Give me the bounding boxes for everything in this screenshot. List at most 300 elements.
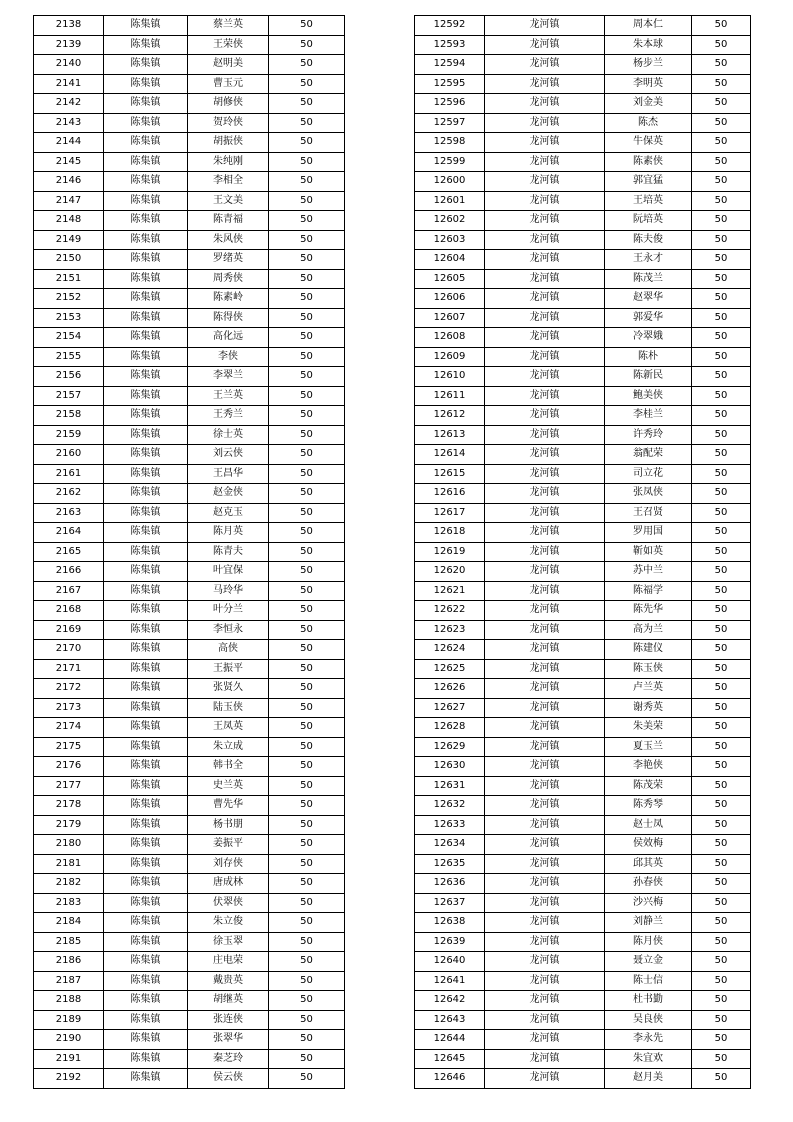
table-row (415, 815, 751, 835)
town-cell: 陈集镇 (104, 367, 188, 387)
serial-number-cell: 12628 (415, 718, 485, 738)
serial-number-cell: 2173 (34, 698, 104, 718)
table-row (415, 133, 751, 153)
name-cell: 陈青福 (188, 211, 269, 231)
town-cell: 陈集镇 (104, 893, 188, 913)
amount-cell: 50 (269, 971, 345, 991)
name-cell: 李艳侠 (605, 757, 692, 777)
table-row (415, 152, 751, 172)
amount-cell: 50 (269, 289, 345, 309)
amount-cell: 50 (692, 523, 751, 543)
amount-cell: 50 (692, 308, 751, 328)
table-row (415, 796, 751, 816)
serial-number-cell: 12619 (415, 542, 485, 562)
table-row (415, 776, 751, 796)
table-row (34, 971, 345, 991)
name-cell: 李明英 (605, 74, 692, 94)
town-cell: 陈集镇 (104, 425, 188, 445)
table-row (415, 425, 751, 445)
town-cell: 龙河镇 (485, 991, 605, 1011)
table-row (34, 796, 345, 816)
name-cell: 赵月美 (605, 1069, 692, 1089)
name-cell: 陈建仪 (605, 640, 692, 660)
table-row (415, 1030, 751, 1050)
serial-number-cell: 12645 (415, 1049, 485, 1069)
amount-cell: 50 (269, 172, 345, 192)
amount-cell: 50 (269, 757, 345, 777)
table-row (34, 815, 345, 835)
table-row (415, 230, 751, 250)
serial-number-cell: 12600 (415, 172, 485, 192)
amount-cell: 50 (269, 718, 345, 738)
town-cell: 陈集镇 (104, 815, 188, 835)
name-cell: 谢秀英 (605, 698, 692, 718)
amount-cell: 50 (269, 620, 345, 640)
table-row (415, 211, 751, 231)
name-cell: 杜书勤 (605, 991, 692, 1011)
town-cell: 龙河镇 (485, 932, 605, 952)
name-cell: 高化远 (188, 328, 269, 348)
serial-number-cell: 2179 (34, 815, 104, 835)
serial-number-cell: 2180 (34, 835, 104, 855)
name-cell: 牛保英 (605, 133, 692, 153)
table-row (34, 601, 345, 621)
name-cell: 司立花 (605, 464, 692, 484)
table-row (34, 1069, 345, 1089)
town-cell: 龙河镇 (485, 152, 605, 172)
table-row (415, 659, 751, 679)
amount-cell: 50 (269, 74, 345, 94)
left-table (33, 15, 345, 1089)
serial-number-cell: 12640 (415, 952, 485, 972)
town-cell: 陈集镇 (104, 133, 188, 153)
table-row (415, 757, 751, 777)
name-cell: 曹先华 (188, 796, 269, 816)
town-cell: 龙河镇 (485, 776, 605, 796)
amount-cell: 50 (269, 16, 345, 36)
table-row (34, 425, 345, 445)
name-cell: 孙春侠 (605, 874, 692, 894)
serial-number-cell: 2143 (34, 113, 104, 133)
town-cell: 龙河镇 (485, 601, 605, 621)
name-cell: 张翠华 (188, 1030, 269, 1050)
table-row (415, 523, 751, 543)
serial-number-cell: 12637 (415, 893, 485, 913)
town-cell: 龙河镇 (485, 835, 605, 855)
amount-cell: 50 (269, 640, 345, 660)
name-cell: 王凤英 (188, 718, 269, 738)
town-cell: 陈集镇 (104, 562, 188, 582)
town-cell: 龙河镇 (485, 289, 605, 309)
town-cell: 陈集镇 (104, 874, 188, 894)
amount-cell: 50 (692, 172, 751, 192)
town-cell: 陈集镇 (104, 854, 188, 874)
town-cell: 龙河镇 (485, 854, 605, 874)
table-row (34, 991, 345, 1011)
serial-number-cell: 12617 (415, 503, 485, 523)
town-cell: 陈集镇 (104, 269, 188, 289)
name-cell: 王兰英 (188, 386, 269, 406)
town-cell: 龙河镇 (485, 562, 605, 582)
table-row (34, 874, 345, 894)
town-cell: 陈集镇 (104, 659, 188, 679)
amount-cell: 50 (692, 386, 751, 406)
serial-number-cell: 12605 (415, 269, 485, 289)
serial-number-cell: 2148 (34, 211, 104, 231)
table-row (415, 991, 751, 1011)
town-cell: 陈集镇 (104, 601, 188, 621)
amount-cell: 50 (692, 1049, 751, 1069)
town-cell: 龙河镇 (485, 133, 605, 153)
amount-cell: 50 (692, 913, 751, 933)
town-cell: 龙河镇 (485, 893, 605, 913)
town-cell: 龙河镇 (485, 640, 605, 660)
table-row (34, 386, 345, 406)
table-row (34, 718, 345, 738)
name-cell: 王召贤 (605, 503, 692, 523)
name-cell: 朱宜欢 (605, 1049, 692, 1069)
table-row (415, 718, 751, 738)
town-cell: 陈集镇 (104, 932, 188, 952)
name-cell: 朱立成 (188, 737, 269, 757)
amount-cell: 50 (692, 698, 751, 718)
town-cell: 陈集镇 (104, 230, 188, 250)
serial-number-cell: 12643 (415, 1010, 485, 1030)
name-cell: 陈先华 (605, 601, 692, 621)
town-cell: 陈集镇 (104, 94, 188, 114)
town-cell: 陈集镇 (104, 757, 188, 777)
amount-cell: 50 (692, 347, 751, 367)
serial-number-cell: 12613 (415, 425, 485, 445)
table-row (34, 952, 345, 972)
serial-number-cell: 12601 (415, 191, 485, 211)
town-cell: 陈集镇 (104, 503, 188, 523)
name-cell: 陈青夫 (188, 542, 269, 562)
town-cell: 龙河镇 (485, 172, 605, 192)
town-cell: 陈集镇 (104, 971, 188, 991)
serial-number-cell: 12633 (415, 815, 485, 835)
amount-cell: 50 (269, 406, 345, 426)
serial-number-cell: 2145 (34, 152, 104, 172)
amount-cell: 50 (269, 893, 345, 913)
name-cell: 朱美荣 (605, 718, 692, 738)
serial-number-cell: 2170 (34, 640, 104, 660)
amount-cell: 50 (692, 991, 751, 1011)
name-cell: 朱纯刚 (188, 152, 269, 172)
name-cell: 张连侠 (188, 1010, 269, 1030)
name-cell: 侯效梅 (605, 835, 692, 855)
town-cell: 陈集镇 (104, 620, 188, 640)
amount-cell: 50 (692, 94, 751, 114)
name-cell: 唐成林 (188, 874, 269, 894)
name-cell: 苏中兰 (605, 562, 692, 582)
table-row (34, 640, 345, 660)
town-cell: 龙河镇 (485, 698, 605, 718)
serial-number-cell: 12622 (415, 601, 485, 621)
serial-number-cell: 12636 (415, 874, 485, 894)
town-cell: 陈集镇 (104, 913, 188, 933)
town-cell: 龙河镇 (485, 971, 605, 991)
amount-cell: 50 (269, 250, 345, 270)
table-row (34, 581, 345, 601)
amount-cell: 50 (269, 152, 345, 172)
table-row (415, 328, 751, 348)
serial-number-cell: 2146 (34, 172, 104, 192)
amount-cell: 50 (692, 542, 751, 562)
amount-cell: 50 (269, 659, 345, 679)
table-row (34, 152, 345, 172)
amount-cell: 50 (692, 425, 751, 445)
name-cell: 胡继英 (188, 991, 269, 1011)
table-row (415, 406, 751, 426)
town-cell: 陈集镇 (104, 191, 188, 211)
amount-cell: 50 (692, 581, 751, 601)
serial-number-cell: 2171 (34, 659, 104, 679)
table-row (415, 250, 751, 270)
table-row (415, 55, 751, 75)
name-cell: 王荣侠 (188, 35, 269, 55)
amount-cell: 50 (269, 991, 345, 1011)
name-cell: 伏翠侠 (188, 893, 269, 913)
amount-cell: 50 (692, 16, 751, 36)
town-cell: 龙河镇 (485, 211, 605, 231)
amount-cell: 50 (269, 367, 345, 387)
serial-number-cell: 12608 (415, 328, 485, 348)
table-row (415, 893, 751, 913)
table-row (34, 191, 345, 211)
table-row (34, 620, 345, 640)
amount-cell: 50 (692, 562, 751, 582)
serial-number-cell: 2158 (34, 406, 104, 426)
amount-cell: 50 (269, 932, 345, 952)
table-row (34, 113, 345, 133)
table-row (415, 620, 751, 640)
town-cell: 陈集镇 (104, 386, 188, 406)
table-row (415, 542, 751, 562)
table-row (34, 250, 345, 270)
name-cell: 陈夫俊 (605, 230, 692, 250)
table-row (415, 562, 751, 582)
name-cell: 陈福学 (605, 581, 692, 601)
table-row (34, 16, 345, 36)
table-row (415, 16, 751, 36)
serial-number-cell: 12604 (415, 250, 485, 270)
town-cell: 龙河镇 (485, 503, 605, 523)
amount-cell: 50 (269, 874, 345, 894)
amount-cell: 50 (269, 269, 345, 289)
amount-cell: 50 (269, 952, 345, 972)
town-cell: 龙河镇 (485, 484, 605, 504)
serial-number-cell: 12632 (415, 796, 485, 816)
amount-cell: 50 (269, 854, 345, 874)
table-row (34, 503, 345, 523)
table-row (34, 484, 345, 504)
name-cell: 聂立金 (605, 952, 692, 972)
name-cell: 陈月英 (188, 523, 269, 543)
name-cell: 李翠兰 (188, 367, 269, 387)
amount-cell: 50 (269, 55, 345, 75)
town-cell: 龙河镇 (485, 913, 605, 933)
amount-cell: 50 (269, 737, 345, 757)
table-row (34, 35, 345, 55)
serial-number-cell: 12612 (415, 406, 485, 426)
serial-number-cell: 2144 (34, 133, 104, 153)
serial-number-cell: 12626 (415, 679, 485, 699)
serial-number-cell: 12606 (415, 289, 485, 309)
town-cell: 龙河镇 (485, 1069, 605, 1089)
amount-cell: 50 (269, 211, 345, 231)
serial-number-cell: 2139 (34, 35, 104, 55)
town-cell: 陈集镇 (104, 406, 188, 426)
serial-number-cell: 2176 (34, 757, 104, 777)
serial-number-cell: 2172 (34, 679, 104, 699)
name-cell: 许秀玲 (605, 425, 692, 445)
town-cell: 陈集镇 (104, 328, 188, 348)
serial-number-cell: 2168 (34, 601, 104, 621)
town-cell: 陈集镇 (104, 542, 188, 562)
table-row (34, 133, 345, 153)
town-cell: 陈集镇 (104, 308, 188, 328)
town-cell: 龙河镇 (485, 874, 605, 894)
amount-cell: 50 (269, 1049, 345, 1069)
amount-cell: 50 (692, 367, 751, 387)
amount-cell: 50 (692, 679, 751, 699)
table-row (34, 464, 345, 484)
amount-cell: 50 (269, 835, 345, 855)
amount-cell: 50 (269, 796, 345, 816)
amount-cell: 50 (269, 445, 345, 465)
name-cell: 刘静兰 (605, 913, 692, 933)
table-row (34, 445, 345, 465)
town-cell: 龙河镇 (485, 191, 605, 211)
name-cell: 徐士英 (188, 425, 269, 445)
name-cell: 胡振侠 (188, 133, 269, 153)
serial-number-cell: 2178 (34, 796, 104, 816)
serial-number-cell: 12603 (415, 230, 485, 250)
name-cell: 陈士信 (605, 971, 692, 991)
name-cell: 王振平 (188, 659, 269, 679)
name-cell: 王秀兰 (188, 406, 269, 426)
amount-cell: 50 (692, 55, 751, 75)
name-cell: 叶分兰 (188, 601, 269, 621)
table-row (415, 932, 751, 952)
amount-cell: 50 (692, 406, 751, 426)
serial-number-cell: 2175 (34, 737, 104, 757)
table-row (34, 172, 345, 192)
name-cell: 王昌华 (188, 464, 269, 484)
town-cell: 龙河镇 (485, 269, 605, 289)
town-cell: 龙河镇 (485, 308, 605, 328)
town-cell: 龙河镇 (485, 367, 605, 387)
name-cell: 陈杰 (605, 113, 692, 133)
name-cell: 陈新民 (605, 367, 692, 387)
table-row (34, 328, 345, 348)
town-cell: 陈集镇 (104, 35, 188, 55)
town-cell: 陈集镇 (104, 1069, 188, 1089)
serial-number-cell: 12642 (415, 991, 485, 1011)
serial-number-cell: 2189 (34, 1010, 104, 1030)
table-row (415, 1069, 751, 1089)
town-cell: 龙河镇 (485, 74, 605, 94)
name-cell: 陈玉侠 (605, 659, 692, 679)
amount-cell: 50 (692, 484, 751, 504)
table-row (415, 835, 751, 855)
serial-number-cell: 12599 (415, 152, 485, 172)
amount-cell: 50 (692, 250, 751, 270)
table-row (34, 835, 345, 855)
town-cell: 陈集镇 (104, 16, 188, 36)
amount-cell: 50 (269, 601, 345, 621)
serial-number-cell: 12634 (415, 835, 485, 855)
table-row (415, 94, 751, 114)
town-cell: 陈集镇 (104, 991, 188, 1011)
name-cell: 韩书全 (188, 757, 269, 777)
table-row (34, 367, 345, 387)
serial-number-cell: 12592 (415, 16, 485, 36)
table-row (34, 854, 345, 874)
amount-cell: 50 (692, 835, 751, 855)
town-cell: 陈集镇 (104, 55, 188, 75)
serial-number-cell: 2161 (34, 464, 104, 484)
table-row (34, 1030, 345, 1050)
serial-number-cell: 2141 (34, 74, 104, 94)
serial-number-cell: 2191 (34, 1049, 104, 1069)
name-cell: 赵士凤 (605, 815, 692, 835)
table-row (415, 581, 751, 601)
table-row (34, 211, 345, 231)
town-cell: 陈集镇 (104, 698, 188, 718)
amount-cell: 50 (269, 191, 345, 211)
amount-cell: 50 (269, 386, 345, 406)
table-row (34, 562, 345, 582)
serial-number-cell: 12638 (415, 913, 485, 933)
amount-cell: 50 (692, 776, 751, 796)
name-cell: 庄电荣 (188, 952, 269, 972)
table-row (34, 523, 345, 543)
name-cell: 李侠 (188, 347, 269, 367)
serial-number-cell: 12607 (415, 308, 485, 328)
serial-number-cell: 12618 (415, 523, 485, 543)
serial-number-cell: 2140 (34, 55, 104, 75)
table-row (415, 640, 751, 660)
table-row (415, 74, 751, 94)
town-cell: 龙河镇 (485, 445, 605, 465)
table-row (415, 347, 751, 367)
table-row (415, 952, 751, 972)
table-row (34, 1049, 345, 1069)
town-cell: 陈集镇 (104, 718, 188, 738)
name-cell: 王永才 (605, 250, 692, 270)
name-cell: 郭爱华 (605, 308, 692, 328)
name-cell: 陈茂兰 (605, 269, 692, 289)
name-cell: 马玲华 (188, 581, 269, 601)
serial-number-cell: 2192 (34, 1069, 104, 1089)
name-cell: 王培英 (605, 191, 692, 211)
serial-number-cell: 2187 (34, 971, 104, 991)
town-cell: 陈集镇 (104, 464, 188, 484)
amount-cell: 50 (692, 1030, 751, 1050)
table-row (34, 308, 345, 328)
serial-number-cell: 12610 (415, 367, 485, 387)
town-cell: 陈集镇 (104, 776, 188, 796)
amount-cell: 50 (269, 113, 345, 133)
serial-number-cell: 12629 (415, 737, 485, 757)
name-cell: 赵翠华 (605, 289, 692, 309)
town-cell: 龙河镇 (485, 679, 605, 699)
amount-cell: 50 (269, 484, 345, 504)
name-cell: 陈月侠 (605, 932, 692, 952)
serial-number-cell: 2159 (34, 425, 104, 445)
